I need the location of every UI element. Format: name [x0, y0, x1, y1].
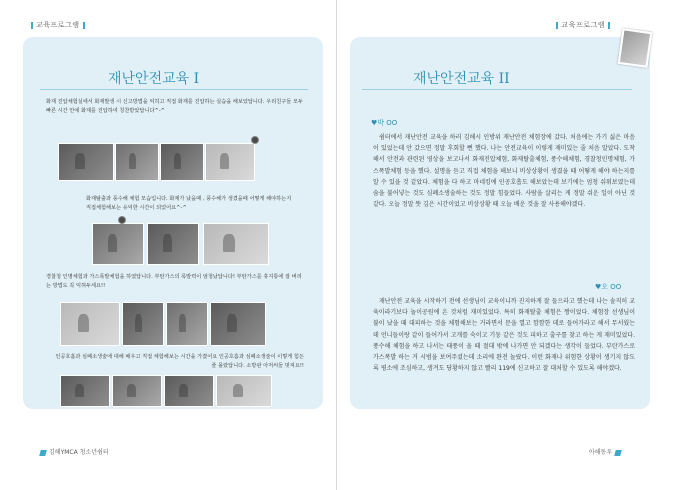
right-title-underline	[362, 89, 632, 90]
caption-fire-suppression: 화재 진압체험실에서 화재발생 시 신고방법을 익히고 직접 화재를 진압하는 실습을 해보았답니다. 우리친구들 모두 빠른 시간 안에 화재를 진압하여 칭찬받았답니다^-^	[46, 99, 303, 114]
pin-icon	[118, 216, 126, 224]
photo-cpr-4	[216, 375, 272, 407]
photo-gas-2	[122, 302, 164, 346]
photo-escape-1	[92, 223, 144, 265]
right-page	[337, 0, 673, 490]
author-1: ♥박 OO	[371, 119, 398, 127]
caption-cpr: 인공호흡과 심폐소생술에 대해 배우고 직접 체험해보는 시간을 가졌어요 인공호흡과 심폐소생술이 이렇게 힘든 줄 몰랐답니다. 소방관 아저씨들 멋져요!!	[55, 354, 304, 369]
author-2: ♥오 OO	[595, 283, 622, 291]
footer-mark-icon	[614, 450, 622, 456]
photo-flood-1	[203, 223, 269, 265]
left-section-title: 재난안전교육 I	[108, 71, 200, 87]
left-page	[0, 0, 336, 490]
header-bar-icon	[556, 22, 558, 29]
left-footer-label: 김해YMCA 청소년쉼터	[49, 449, 109, 456]
pin-icon	[251, 136, 259, 144]
header-bar-icon	[83, 22, 85, 29]
photo-cpr-2	[112, 375, 162, 407]
photo-fire-1	[58, 143, 114, 181]
header-bar-icon	[608, 22, 610, 29]
photo-fire-3	[160, 143, 204, 181]
right-header-label: 교육프로그램	[561, 21, 605, 29]
photo-fire-4	[205, 143, 255, 181]
photo-gas-4	[210, 302, 266, 346]
right-footer	[589, 447, 621, 456]
essay-1: 쉼터에서 재난안전 교육을 하러 김해시 인방위 재난안전 체험장에 갔다. 처음에는 가기 싫은 마음이 있었는데 안 갔으면 정말 후회할 뻔 했다. 나는 안전교육이 이렇게 재미있는 줄 처음 알았다. 도착해서 안전과 관련된 영상을 보고나서 화재진압체험, 화재탈출체험, 풍수해체험, 경찰청인명체험, 가스폭발체험 등을 했다. 설명을 듣고 직접 체험을 해보니 비상상황이 생겼을 때 어떻게 해야 하는지를 알 수 있을 것 같았다. 체험을 다 하고 마네킹에 인공호흡도 해보았는데 보기에는 엄청 쉬워보였는데 숨을 불어넣는 것도 심폐소생술하는 것도 정말 힘들었다. 사람을 살리는 게 정말 쉬운 일이 아닌 것 같다. 오늘 정말 뜻 깊은 시간이었고 비상상황 때 오늘 배운 것을 잘 사용해야겠다.	[373, 134, 635, 209]
photo-cpr-3	[164, 375, 214, 407]
left-header	[28, 20, 88, 30]
caption-gas-explosion: 경찰청 인명체험과 가스폭발체험을 하였답니다. 부탄가스의 폭발력이 엄청났답니다! 부탄가스를 휴지통에 잘 버리는 방법도 꼭 익혀두세요!!	[46, 274, 302, 289]
essay-2: 재난안전 교육을 시작하기 전에 선생님이 교육이니까 진지하게 잘 들으라고 했는데 나는 솔직히 교육이라기보다 놀이공원에 온 것처럼 재미있었다. 특히 화재탈출 체험은 짱이었다. 체험장 선생님이 불이 났을 때 대피하는 것을 체험해보는 거라면서 문을 열고 깜깜한 데로 들어가라고 해서 무서웠는데 언니들이랑 같이 들어가서 고개를 숙이고 기둥 같은 것도 피하고 출구를 찾고 하는 게 재미있었다. 풍수해 체험을 하고 나서는 태풍이 올 때 절대 밖에 나가면 안 되겠다는 생각이 들었다. 부탄가스로 가스폭발 하는 거 시범을 보여주셨는데 소리에 완전 놀랐다. 이런 화재나 위험한 상황이 생기지 않도록 평소에 조심하고, 생겨도 당황하지 않고 빨리 119에 신고하고 잘 대처할 수 있도록 해야겠다.	[373, 298, 635, 373]
right-header	[553, 20, 613, 30]
photo-escape-2	[147, 223, 199, 265]
caption-escape-flood: 화재탈출과 풍수해 체험 모습입니다. 화재가 났을때 , 풍수해가 생겼을때 어떻게 해야하는지 직접체험해보는 유익한 시간이 되었어요^-^	[86, 196, 292, 211]
photo-fire-2	[115, 143, 159, 181]
photo-gas-1	[60, 302, 120, 346]
left-header-label: 교육프로그램	[36, 21, 80, 29]
header-bar-icon	[31, 22, 33, 29]
photo-cpr-1	[60, 375, 110, 407]
right-section-title: 재난안전교육 II	[413, 71, 510, 87]
left-footer	[40, 447, 109, 456]
photo-stamp	[618, 28, 653, 68]
right-footer-label: 아해동우	[588, 449, 612, 456]
left-title-underline	[40, 89, 308, 90]
photo-gas-3	[166, 302, 208, 346]
footer-mark-icon	[39, 450, 47, 456]
